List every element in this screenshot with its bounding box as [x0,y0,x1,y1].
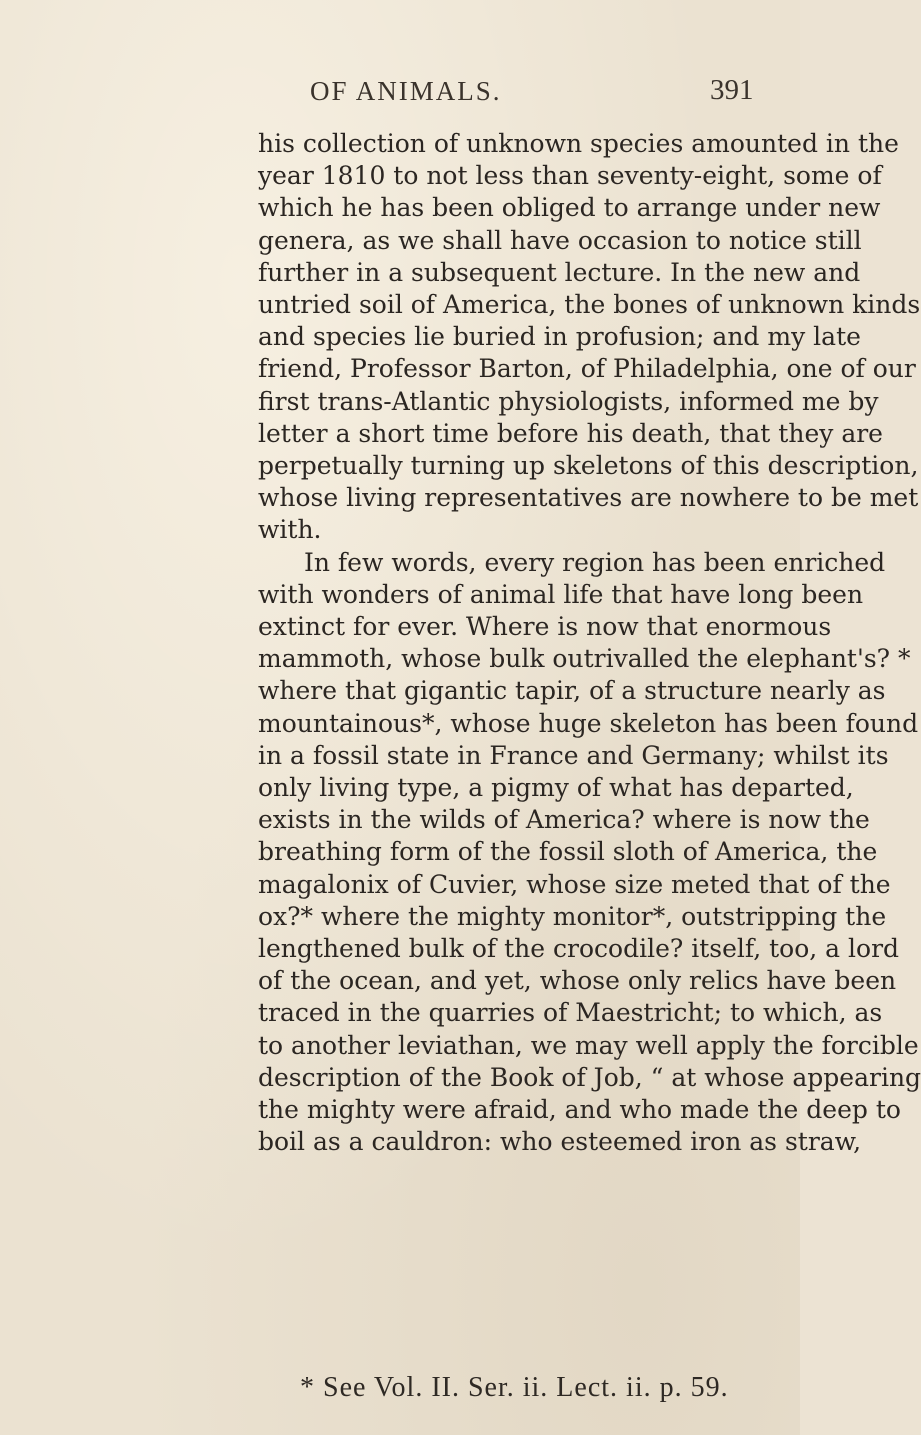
text-line: exists in the wilds of America? where is now the [258,805,870,835]
text-line: extinct for ever. Where is now that enormous [258,612,832,642]
text-line: boil as a cauldron: who esteemed iron as straw, [258,1127,862,1157]
text-line: In few words, every region has been enriched [304,547,886,577]
text-line: ox?* where the mighty monitor*, outstripping the [258,901,887,931]
running-title: OF ANIMALS. [310,76,502,106]
footnote: * See Vol. II. Ser. ii. Lect. ii. p. 59. [300,1372,729,1403]
text-line: mountainous*, whose huge skeleton has been found [258,708,919,738]
paragraph-2 [258,547,921,1159]
body-text [258,128,921,1159]
text-line: and species lie buried in profusion; and my late [258,322,861,352]
text-line: whose living representatives are nowhere to be met [258,483,919,513]
text-line: letter a short time before his death, that they are [258,418,883,448]
page-number: 391 [710,74,754,106]
text-line: breathing form of the fossil sloth of America, the [258,837,878,867]
text-line: magalonix of Cuvier, whose size meted that of the [258,869,891,899]
text-line: description of the Book of Job, “ at whose appearing [258,1062,921,1092]
text-line: perpetually turning up skeletons of this description, [258,451,919,481]
text-line: year 1810 to not less than seventy-eight, some of [258,161,882,191]
text-line: friend, Professor Barton, of Philadelphia, one of our [258,354,916,384]
text-line: where that gigantic tapir, of a structure nearly as [258,676,886,706]
text-line: his collection of unknown species amounted in the [258,129,899,158]
text-line: traced in the quarries of Maestricht; to which, as [258,998,883,1028]
text-line: further in a subsequent lecture. In the new and [258,257,861,287]
text-line: genera, as we shall have occasion to notice still [258,225,862,255]
text-line: which he has been obliged to arrange under new [258,193,881,223]
text-line: to another leviathan, we may well apply the forcible [258,1030,919,1060]
text-line: with wonders of animal life that have long been [258,579,864,609]
paragraph-1 [258,128,921,547]
text-line: the mighty were afraid, and who made the deep to [258,1095,901,1125]
text-line: only living type, a pigmy of what has departed, [258,773,854,803]
text-line: of the ocean, and yet, whose only relics have been [258,966,897,996]
text-line: mammoth, whose bulk outrivalled the elephant's? * [258,644,911,674]
text-line: in a fossil state in France and Germany; whilst its [258,740,889,770]
text-line: untried soil of America, the bones of unknown kinds [258,290,921,320]
text-line: first trans-Atlantic physiologists, informed me by [258,386,879,416]
text-line: lengthened bulk of the crocodile? itself, too, a lord [258,934,900,964]
text-line: with. [258,515,322,545]
